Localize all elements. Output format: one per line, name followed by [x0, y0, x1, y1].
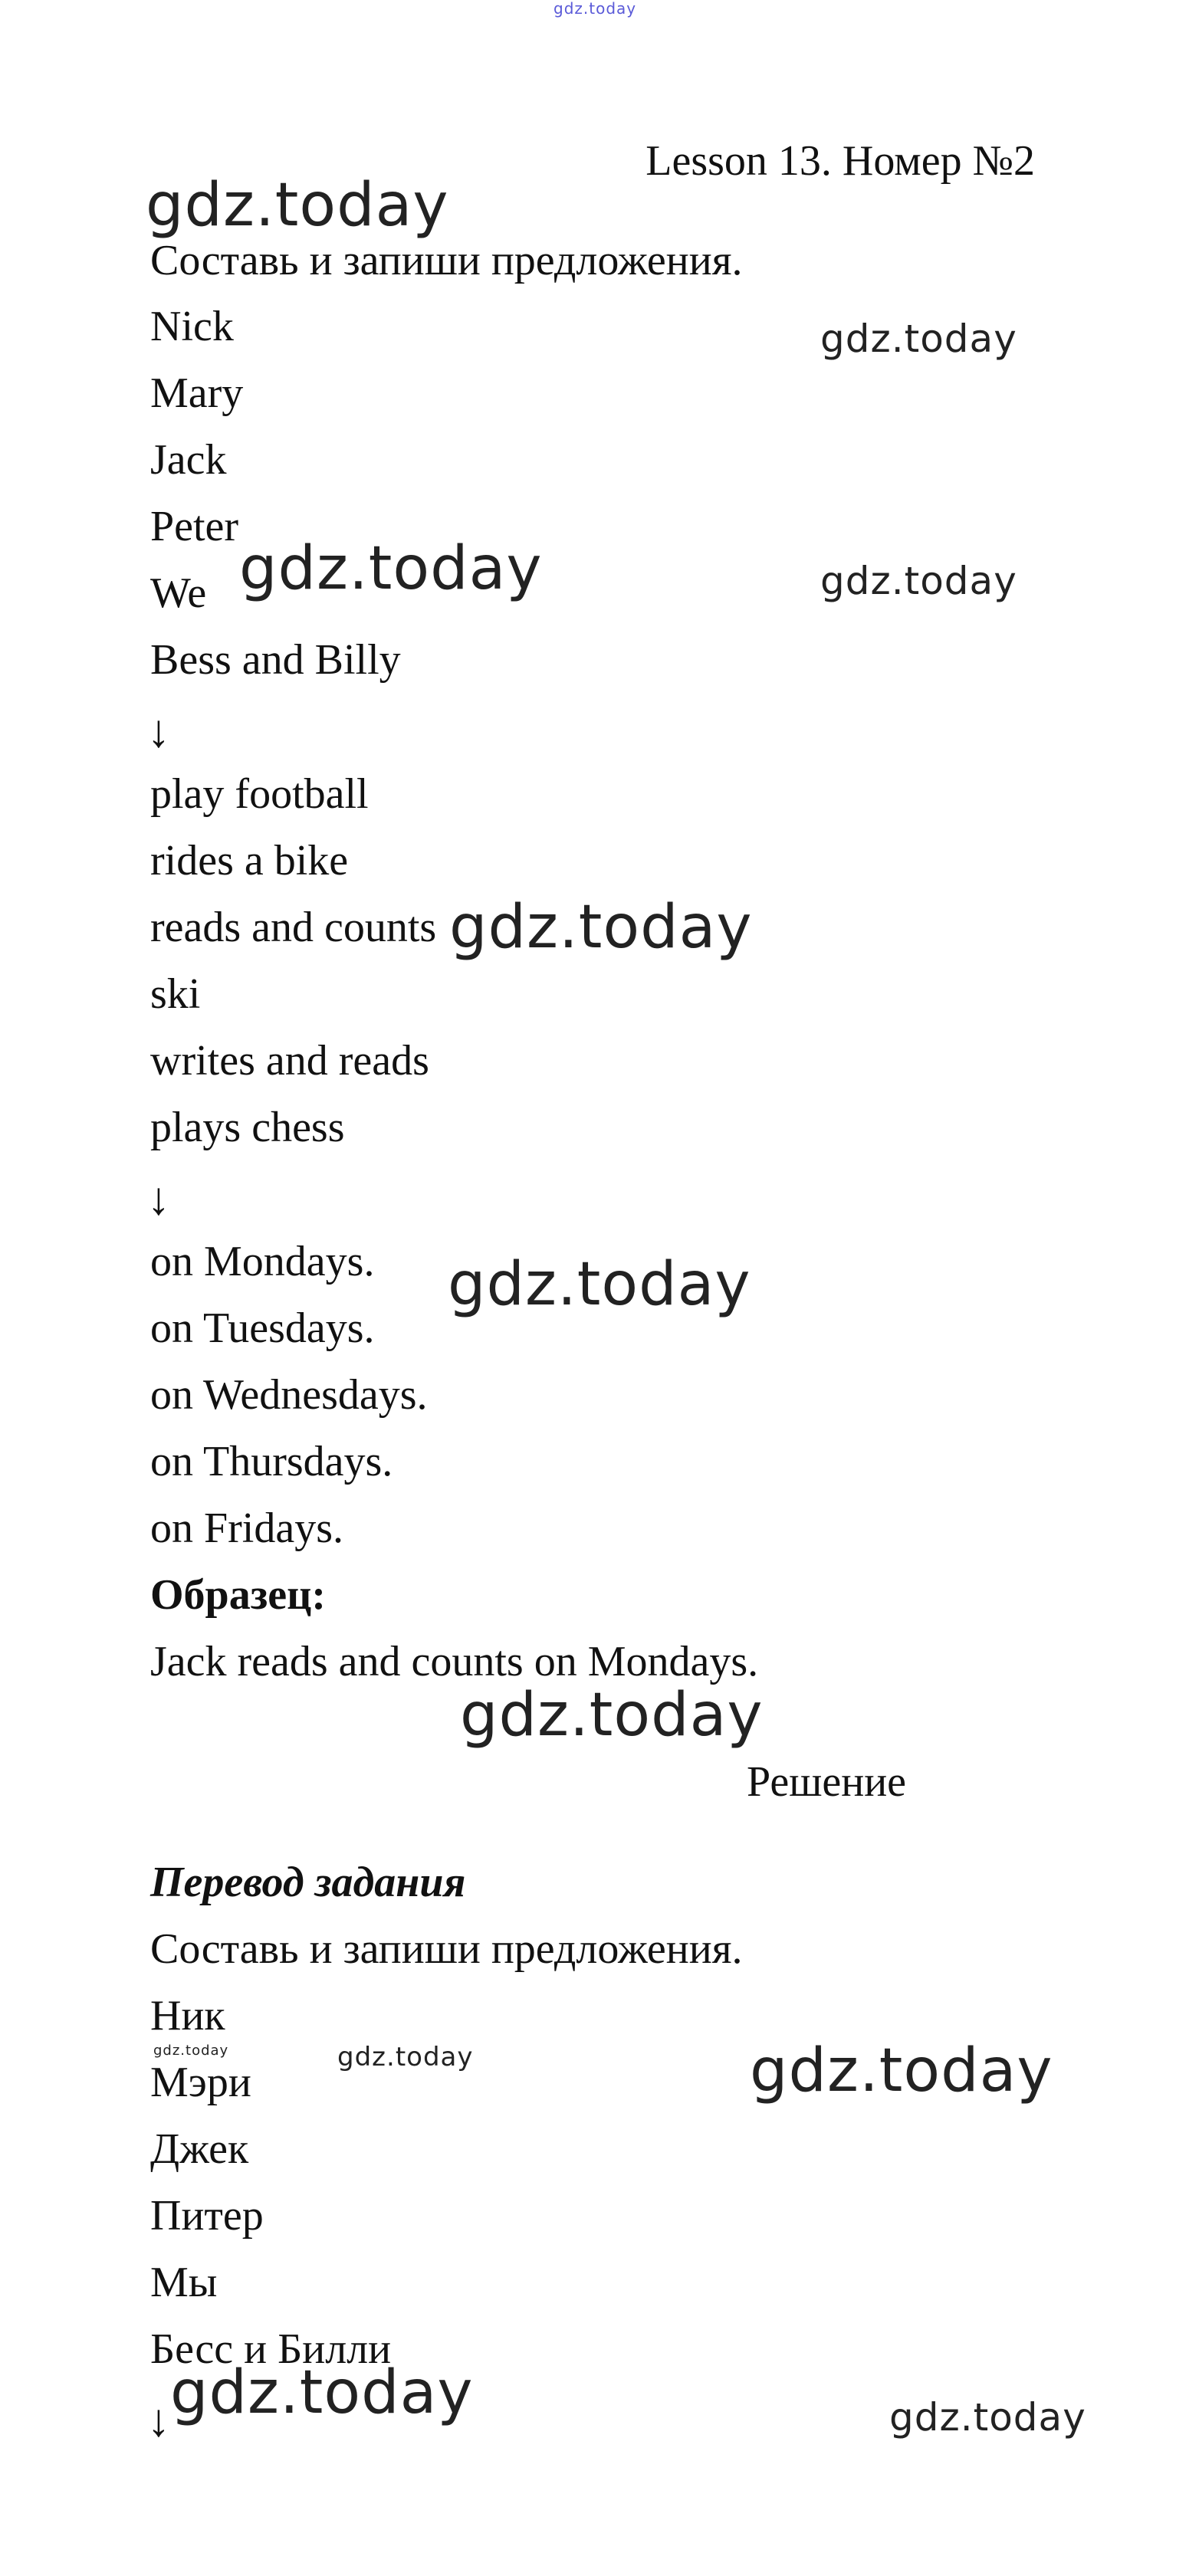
- subject-item: Nick: [150, 303, 234, 350]
- watermark: gdz.today: [239, 534, 543, 603]
- translation-subject-item: Мы: [150, 2259, 218, 2306]
- action-item: rides a bike: [150, 837, 349, 884]
- watermark: gdz.today: [460, 1681, 764, 1750]
- example-sentence: Jack reads and counts on Mondays.: [150, 1638, 759, 1685]
- watermark-top: gdz.today: [554, 0, 637, 18]
- watermark: gdz.today: [146, 171, 449, 240]
- action-item: plays chess: [150, 1104, 345, 1151]
- watermark: gdz.today: [337, 2042, 474, 2072]
- day-item: on Fridays.: [150, 1505, 343, 1552]
- action-item: play football: [150, 770, 369, 818]
- day-item: on Thursdays.: [150, 1438, 393, 1485]
- action-item: reads and counts: [150, 904, 437, 951]
- translation-subject-item: Джек: [150, 2125, 249, 2173]
- day-item: on Mondays.: [150, 1238, 375, 1285]
- subject-item: Mary: [150, 369, 244, 417]
- watermark: gdz.today: [153, 2043, 229, 2059]
- down-arrow-icon: ↓: [147, 2395, 170, 2446]
- watermark: gdz.today: [449, 893, 753, 962]
- down-arrow-icon: ↓: [147, 1173, 170, 1224]
- translation-heading: Перевод задания: [150, 1859, 466, 1906]
- action-item: writes and reads: [150, 1037, 429, 1085]
- watermark: gdz.today: [448, 1250, 751, 1319]
- solution-label: Решение: [747, 1758, 907, 1806]
- task-instruction: Составь и запиши предложения.: [150, 237, 743, 284]
- down-arrow-icon: ↓: [147, 706, 170, 756]
- watermark: gdz.today: [750, 2036, 1053, 2105]
- translation-subject-item: Бесс и Билли: [150, 2325, 392, 2373]
- day-item: on Tuesdays.: [150, 1304, 375, 1352]
- watermark: gdz.today: [820, 317, 1017, 361]
- translation-subject-item: Мэри: [150, 2059, 251, 2106]
- translation-subject-item: Ник: [150, 1992, 225, 2039]
- example-label: Образец:: [150, 1571, 326, 1619]
- subject-item: We: [150, 569, 207, 617]
- translation-subject-item: Питер: [150, 2192, 264, 2240]
- watermark: gdz.today: [889, 2395, 1086, 2440]
- action-item: ski: [150, 970, 201, 1018]
- subject-item: Jack: [150, 436, 227, 484]
- day-item: on Wednesdays.: [150, 1371, 428, 1419]
- translation-task: Составь и запиши предложения.: [150, 1925, 743, 1973]
- lesson-title: Lesson 13. Номер №2: [645, 137, 1035, 185]
- watermark: gdz.today: [820, 559, 1017, 603]
- subject-item: Bess and Billy: [150, 636, 401, 684]
- subject-item: Peter: [150, 503, 239, 550]
- watermark: gdz.today: [170, 2358, 474, 2427]
